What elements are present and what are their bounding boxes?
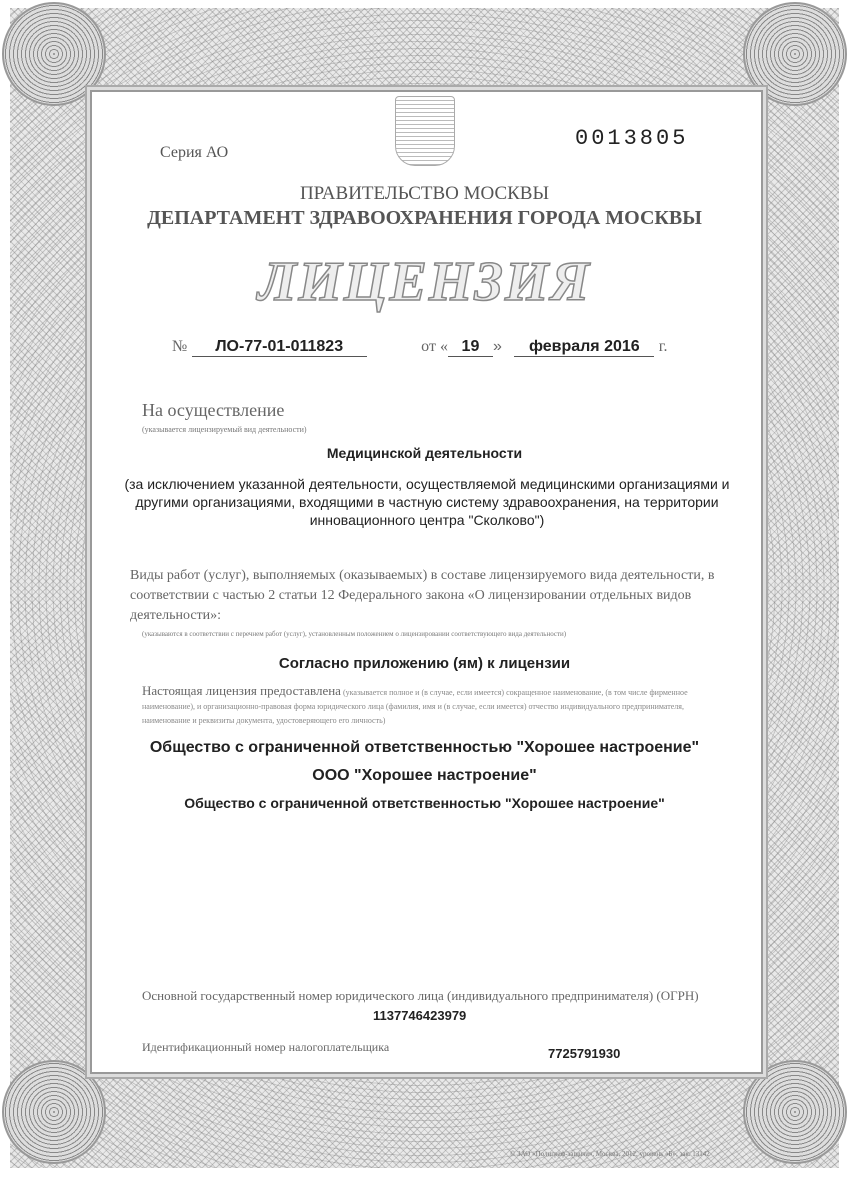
works-hint: (указываются в соответствии с перечнем работ (услуг), установленным положением о лицензировании соответствующего вида деятельности) (142, 630, 567, 638)
holder-short-name: ООО "Хорошее настроение" (312, 767, 537, 784)
activity-hint: (указывается лицензируемый вид деятельности) (142, 425, 307, 434)
government: ПРАВИТЕЛЬСТВО МОСКВЫ (299, 183, 550, 204)
holder-firm-name: Общество с ограниченной ответственностью "Хорошее настроение" (184, 795, 665, 811)
activity-name: Медицинской деятельности (326, 445, 523, 461)
ogrn-label: Основной государственный номер юридического лица (индивидуального предпринимателя) (ОГРН) (142, 988, 699, 1003)
corner-rosette (2, 1060, 106, 1164)
inn-value: 7725791930 (548, 1046, 621, 1061)
department: ДЕПАРТАМЕНТ ЗДРАВООХРАНЕНИЯ ГОРОДА МОСКВЫ (147, 207, 702, 229)
inn-label: Идентификационный номер налогоплательщика (142, 1040, 390, 1054)
date-day: 19 (448, 338, 493, 357)
works-text: Виды работ (услуг), выполняемых (оказываемых) в составе лицензируемого вида деятельности, в соответствии с частью 2 статьи 12 Федерального закона «О лицензировании отдельных видов деятельности»: (130, 568, 715, 623)
printer-imprint: © ЗАО «Полиграф-защита», Москва, 2012, уровень «Б», зак. 13142 (510, 1150, 710, 1158)
works-value: Согласно приложению (ям) к лицензии (278, 655, 571, 672)
activity-note: (за исключением указанной деятельности, осуществляемой медицинскими организациями и другими организациями, входящими в частную систему здравоохранения, на территории инновационного центра "Сколково") (124, 476, 730, 528)
series: Серия АО (160, 144, 229, 161)
holder-hint: (указывается полное и (в случае, если имеется) сокращенное наименование, (в том числе фирменное наименование), и организационно-правовая форма юридического лица (фамилия, имя и (в случае, если имеется) отчество индивидуального предпринимателя, наименование и реквизиты документа, удостоверяющего его личность) (142, 688, 688, 725)
date-month-year: февраля 2016 (514, 338, 654, 357)
license-number: ЛО-77-01-011823 (192, 338, 367, 357)
form-number: 0013805 (575, 126, 689, 151)
holder-full-name: Общество с ограниченной ответственностью "Хорошее настроение" (149, 739, 700, 756)
license-number-line (172, 338, 772, 357)
coat-of-arms-emblem (395, 96, 455, 166)
holder-block (142, 684, 722, 728)
date-label: от « (421, 338, 448, 355)
document-title: ЛИЦЕНЗИЯ (257, 251, 592, 313)
quote: » (492, 338, 502, 355)
activity-label: На осуществление (142, 400, 285, 420)
corner-rosette (743, 1060, 847, 1164)
number-label: № (172, 338, 188, 355)
year-suffix: г. (658, 338, 668, 355)
ogrn-value: 1137746423979 (373, 1008, 467, 1023)
holder-label: Настоящая лицензия предоставлена (142, 683, 341, 698)
